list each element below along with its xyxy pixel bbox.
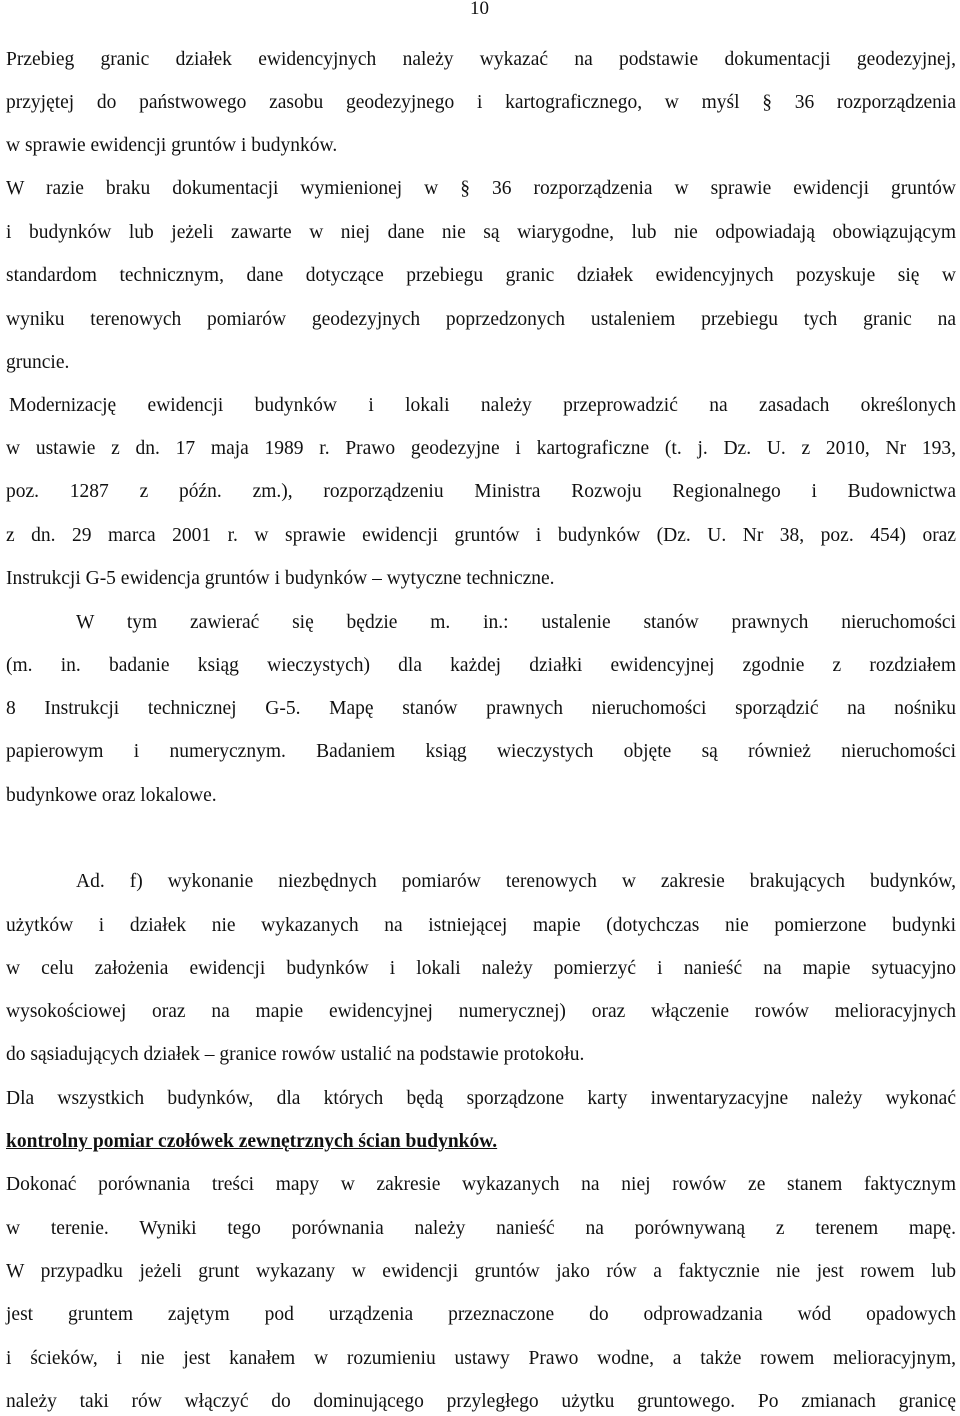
text-line: i budynków lub jeżeli zawarte w niej dane nie są wiarygodne, lub nie odpowiadają obowiązującym <box>6 222 956 243</box>
text-line: Modernizację ewidencji budynków i lokali należy przeprowadzić na zasadach określonych <box>9 395 956 416</box>
text-line: Dokonać porównania treści mapy w zakresie wykazanych na niej rowów ze stanem faktycznym <box>6 1174 956 1195</box>
text-line: Przebieg granic działek ewidencyjnych należy wykazać na podstawie dokumentacji geodezyjnej, <box>6 49 956 70</box>
text-line: papierowym i numerycznym. Badaniem ksiąg wieczystych objęte są również nieruchomości <box>6 741 956 762</box>
text-line: Dla wszystkich budynków, dla których będą sporządzone karty inwentaryzacyjne należy wykonać <box>6 1088 956 1109</box>
text-line: (m. in. badanie ksiąg wieczystych) dla każdej działki ewidencyjnej zgodnie z rozdziałem <box>6 655 956 676</box>
text-line: W przypadku jeżeli grunt wykazany w ewidencji gruntów jako rów a faktycznie nie jest rowem lub <box>6 1261 956 1282</box>
text-line: w celu założenia ewidencji budynków i lokali należy pomierzyć i nanieść na mapie sytuacyjno <box>6 958 956 979</box>
text-line: W tym zawierać się będzie m. in.: ustalenie stanów prawnych nieruchomości <box>76 612 956 633</box>
text-line: Ad. f) wykonanie niezbędnych pomiarów terenowych w zakresie brakujących budynków, <box>76 871 956 892</box>
page-number: 10 <box>470 0 489 19</box>
text-line: gruncie. <box>6 352 70 373</box>
text-line: i ścieków, i nie jest kanałem w rozumieniu ustawy Prawo wodne, a także rowem melioracyjnym, <box>6 1348 956 1369</box>
text-line: przyjętej do państwowego zasobu geodezyjnego i kartograficznego, w myśl § 36 rozporządzenia <box>6 92 956 113</box>
text-line: Instrukcji G-5 ewidencja gruntów i budynków – wytyczne techniczne. <box>6 568 555 589</box>
text-line: 8 Instrukcji technicznej G-5. Mapę stanów prawnych nieruchomości sporządzić na nośniku <box>6 698 956 719</box>
text-line: do sąsiadujących działek – granice rowów ustalić na podstawie protokołu. <box>6 1044 585 1065</box>
text-line: poz. 1287 z późn. zm.), rozporządzeniu Ministra Rozwoju Regionalnego i Budownictwa <box>6 481 956 502</box>
text-line: użytków i działek nie wykazanych na istniejącej mapie (dotychczas nie pomierzone budynki <box>6 915 956 936</box>
text-line: w ustawie z dn. 17 maja 1989 r. Prawo geodezyjne i kartograficzne (t. j. Dz. U. z 2010, Nr 193, <box>6 438 956 459</box>
text-line: jest gruntem zajętym pod urządzenia przeznaczone do odprowadzania wód opadowych <box>6 1304 956 1325</box>
underlined-instruction: kontrolny pomiar czołówek zewnętrznych ścian budynków. <box>6 1131 498 1152</box>
text-line: z dn. 29 marca 2001 r. w sprawie ewidencji gruntów i budynków (Dz. U. Nr 38, poz. 454) oraz <box>6 525 956 546</box>
text-line: budynkowe oraz lokalowe. <box>6 785 217 806</box>
text-line: wyniku terenowych pomiarów geodezyjnych poprzedzonych ustaleniem przebiegu tych granic na <box>6 309 956 330</box>
text-line: w terenie. Wyniki tego porównania należy nanieść na porównywaną z terenem mapę. <box>6 1218 956 1239</box>
text-line: należy taki rów włączyć do dominującego przyległego użytku gruntowego. Po zmianach granicę <box>6 1391 956 1412</box>
text-line: standardom technicznym, dane dotyczące przebiegu granic działek ewidencyjnych pozyskuje się w <box>6 265 956 286</box>
text-line: wysokościowej oraz na mapie ewidencyjnej numerycznej) oraz włączenie rowów melioracyjnych <box>6 1001 956 1022</box>
text-line: w sprawie ewidencji gruntów i budynków. <box>6 135 338 156</box>
text-line: W razie braku dokumentacji wymienionej w § 36 rozporządzenia w sprawie ewidencji gruntów <box>6 178 956 199</box>
